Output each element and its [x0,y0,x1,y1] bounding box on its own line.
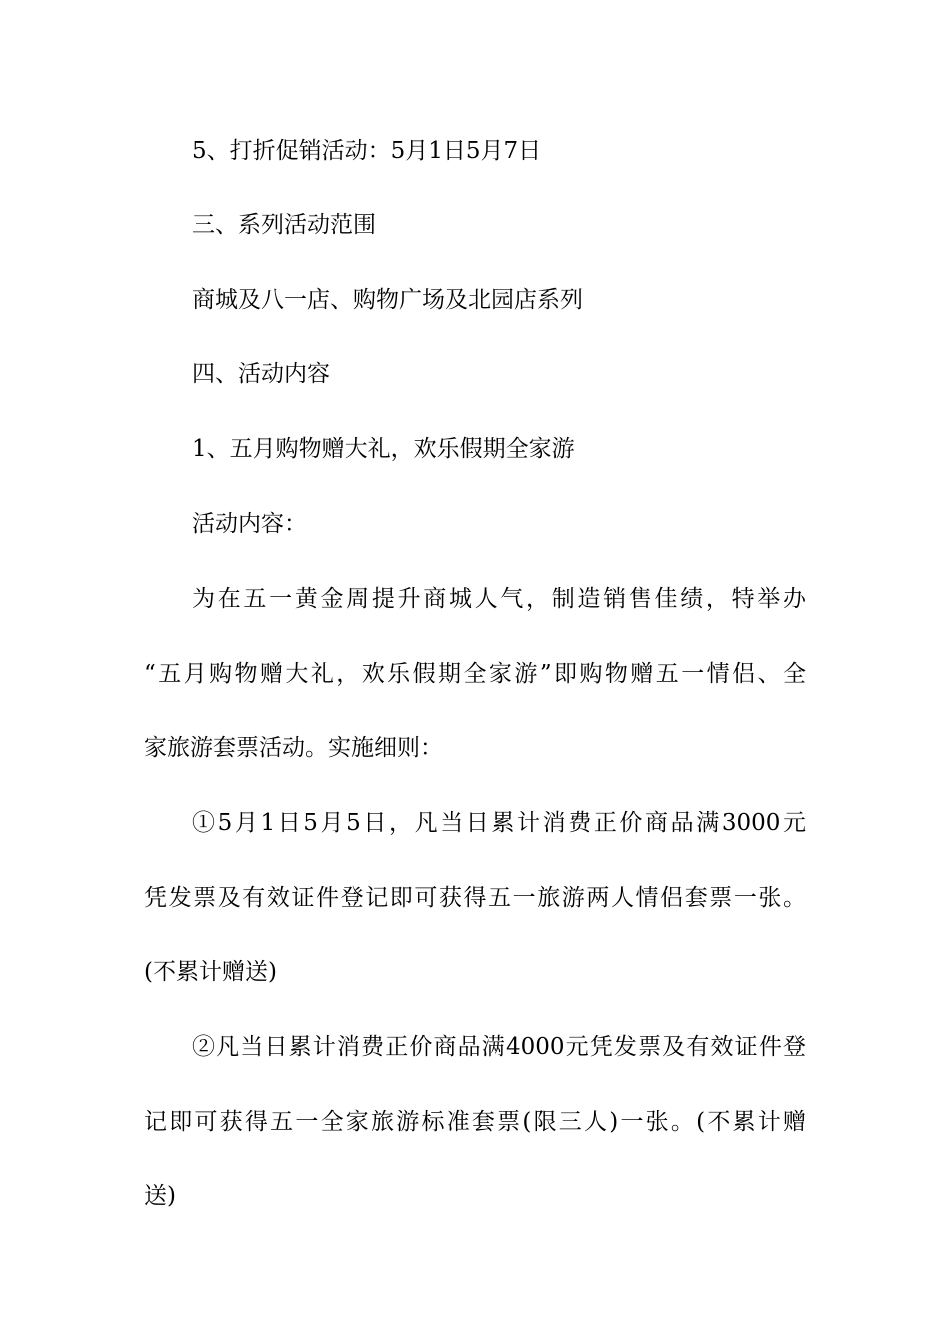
paragraph-line: 凭发票及有效证件登记即可获得五一旅游两人情侣套票一张。 [144,885,806,911]
paragraph-line: ②凡当日累计消费正价商品满4000元凭发票及有效证件登 [192,1034,806,1060]
paragraph-line: “五月购物赠大礼，欢乐假期全家游”即购物赠五一情侣、全 [144,661,806,687]
section-heading-scope: 三、系列活动范围 [192,212,376,238]
paragraph-line: 记即可获得五一全家旅游标准套票(限三人)一张。(不累计赠 [144,1109,806,1135]
paragraph-line: 家旅游套票活动。实施细则： [144,735,443,761]
label-activity-content: 活动内容： [192,511,307,537]
list-item-discount-promotion: 5、打折促销活动：5月1日5月7日 [192,138,542,164]
subheading-may-gift: 1、五月购物赠大礼，欢乐假期全家游 [192,436,575,462]
paragraph-line: (不累计赠送) [144,959,277,985]
paragraph-scope: 商城及八一店、购物广场及北园店系列 [192,287,583,313]
section-heading-content: 四、活动内容 [192,361,330,387]
paragraph-line: 送) [144,1183,176,1209]
paragraph-line: 为在五一黄金周提升商城人气，制造销售佳绩，特举办 [192,586,806,612]
paragraph-line: ①5月1日5月5日，凡当日累计消费正价商品满3000元 [192,810,806,836]
